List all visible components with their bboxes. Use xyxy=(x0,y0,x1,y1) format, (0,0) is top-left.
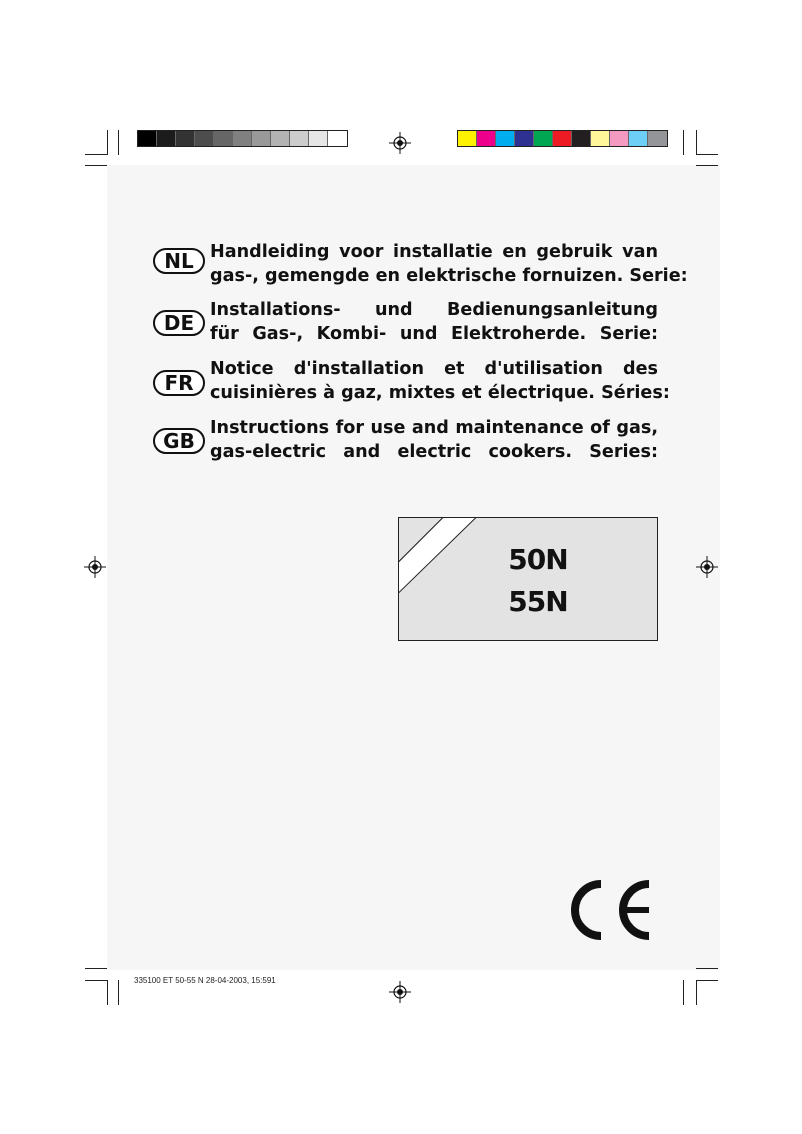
crop-mark xyxy=(85,165,107,166)
color-swatch xyxy=(553,131,572,146)
crop-mark xyxy=(118,130,119,155)
lang-badge-gb: GB xyxy=(153,428,205,454)
crop-mark xyxy=(118,980,119,1005)
model-box xyxy=(398,517,658,641)
title-line: Instructions for use and maintenance of gas, xyxy=(210,418,658,438)
color-swatch xyxy=(195,131,214,146)
model-label: 50N xyxy=(508,543,568,576)
crop-mark xyxy=(696,154,718,155)
crop-mark xyxy=(696,968,718,969)
model-label: 55N xyxy=(508,585,568,618)
crop-mark xyxy=(683,980,684,1005)
crop-mark xyxy=(696,980,718,981)
color-swatch xyxy=(572,131,591,146)
registration-mark-icon xyxy=(389,132,411,154)
color-swatch xyxy=(233,131,252,146)
crop-mark xyxy=(696,165,718,166)
color-swatch xyxy=(271,131,290,146)
color-swatch xyxy=(138,131,157,146)
lang-title-fr xyxy=(210,357,670,405)
title-line: Notice d'installation et d'utilisation des xyxy=(210,359,658,379)
color-swatch xyxy=(591,131,610,146)
lang-title-gb xyxy=(210,416,658,464)
lang-badge-fr: FR xyxy=(153,370,205,396)
color-swatch xyxy=(496,131,515,146)
color-swatch xyxy=(157,131,176,146)
color-swatch xyxy=(610,131,629,146)
lang-badge-nl: NL xyxy=(153,248,205,274)
color-swatch xyxy=(309,131,328,146)
color-swatch xyxy=(252,131,271,146)
process-color-bar xyxy=(457,130,668,147)
title-line: Handleiding voor installatie en gebruik van xyxy=(210,242,658,262)
grayscale-color-bar xyxy=(137,130,348,147)
lang-title-nl xyxy=(210,240,688,288)
color-swatch xyxy=(176,131,195,146)
lang-title-de xyxy=(210,298,658,346)
title-line: cuisinières à gaz, mixtes et électrique. Séries: xyxy=(210,383,670,403)
color-swatch xyxy=(515,131,534,146)
title-line: gas-electric and electric cookers. Series: xyxy=(210,442,658,462)
title-line: gas-, gemengde en elektrische fornuizen. Serie: xyxy=(210,266,688,286)
color-swatch xyxy=(458,131,477,146)
color-swatch xyxy=(629,131,648,146)
crop-mark xyxy=(683,130,684,155)
footer-print-info: 335100 ET 50-55 N 28-04-2003, 15:591 xyxy=(134,976,276,985)
ce-mark-icon xyxy=(569,880,653,940)
crop-mark xyxy=(696,980,697,1005)
color-swatch xyxy=(328,131,347,146)
color-swatch xyxy=(214,131,233,146)
title-line: für Gas-, Kombi- und Elektroherde. Serie: xyxy=(210,324,658,344)
registration-mark-icon xyxy=(84,556,106,578)
color-swatch xyxy=(648,131,667,146)
registration-mark-icon xyxy=(696,556,718,578)
title-line: Installations- und Bedienungsanleitung xyxy=(210,300,658,320)
crop-mark xyxy=(85,154,107,155)
color-swatch xyxy=(290,131,309,146)
crop-mark xyxy=(85,968,107,969)
crop-mark xyxy=(85,980,107,981)
color-swatch xyxy=(534,131,553,146)
crop-mark xyxy=(107,130,108,155)
color-swatch xyxy=(477,131,496,146)
crop-mark xyxy=(107,980,108,1005)
registration-mark-icon xyxy=(389,981,411,1003)
crop-mark xyxy=(696,130,697,155)
lang-badge-de: DE xyxy=(153,310,205,336)
model-labels xyxy=(498,539,578,623)
